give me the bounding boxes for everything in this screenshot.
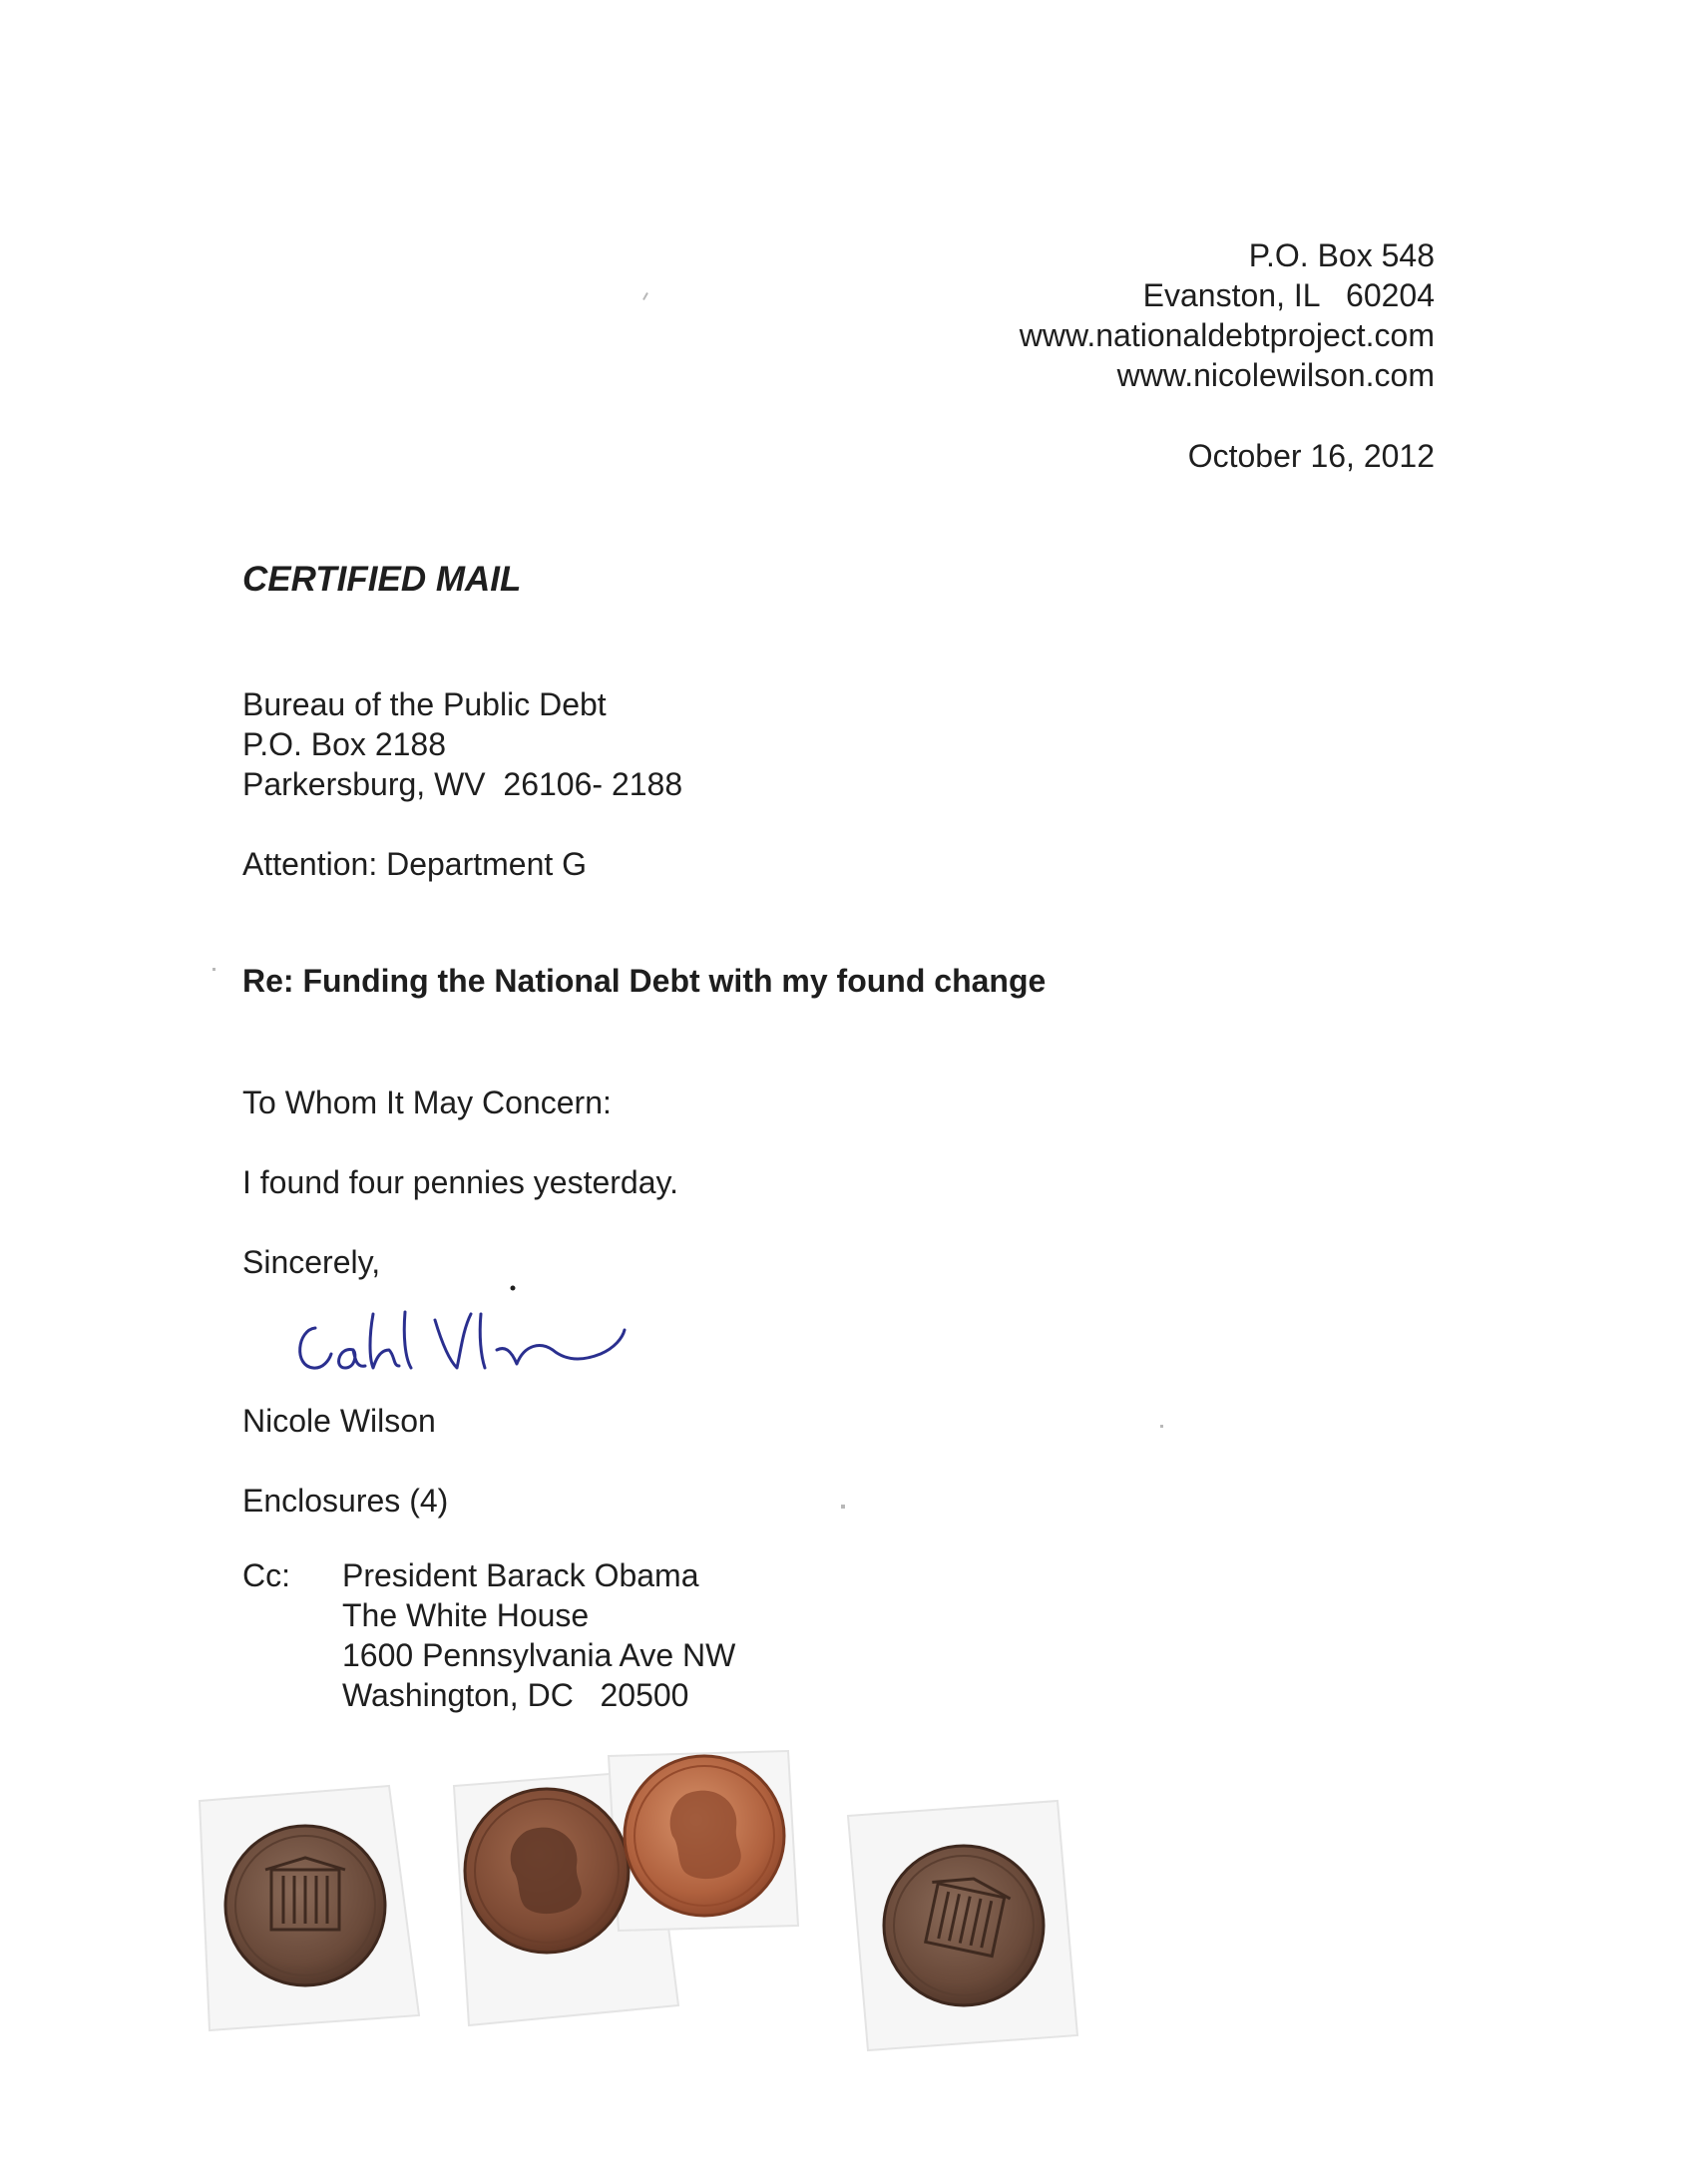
sender-city-state-zip: Evanston, IL 60204 [1142, 277, 1435, 313]
recipient-address [242, 684, 682, 804]
recipient-city-state-zip: Parkersburg, WV 26106- 2188 [242, 766, 683, 802]
tape-piece [454, 1771, 678, 2025]
recipient-po-box: P.O. Box 2188 [242, 726, 446, 762]
sender-website-2: www.nicolewilson.com [1116, 357, 1435, 393]
mail-type-heading: CERTIFIED MAIL [242, 560, 522, 599]
penny-4 [884, 1846, 1044, 2005]
penny-2 [465, 1789, 629, 1953]
scan-speck [1160, 1425, 1163, 1428]
sender-po-box: P.O. Box 548 [1248, 237, 1435, 273]
subject-line: Re: Funding the National Debt with my found change [242, 963, 1047, 999]
penny-1 [225, 1826, 385, 1985]
sender-website-1: www.nationaldebtproject.com [1019, 317, 1435, 353]
handwritten-signature [285, 1280, 664, 1390]
sender-address [1020, 235, 1435, 395]
enclosures-line: Enclosures (4) [242, 1483, 449, 1519]
cc-city-state-zip: Washington, DC 20500 [342, 1677, 689, 1713]
cc-organization: The White House [342, 1597, 590, 1633]
cc-recipient [342, 1555, 735, 1715]
letter-date: October 16, 2012 [1187, 438, 1435, 474]
scan-speck [212, 968, 215, 971]
cc-label: Cc: [242, 1557, 290, 1593]
tape-piece [609, 1751, 798, 1931]
attention-line: Attention: Department G [242, 846, 588, 882]
salutation: To Whom It May Concern: [242, 1085, 612, 1120]
penny-3 [625, 1756, 784, 1916]
recipient-name: Bureau of the Public Debt [242, 686, 607, 722]
body-text: I found four pennies yesterday. [242, 1164, 679, 1200]
tape-piece [848, 1801, 1077, 2050]
scan-speck [841, 1505, 845, 1509]
closing: Sincerely, [242, 1244, 381, 1280]
signer-name: Nicole Wilson [242, 1403, 436, 1439]
tape-piece [200, 1786, 419, 2030]
scan-speck [642, 292, 648, 300]
cc-street: 1600 Pennsylvania Ave NW [342, 1637, 736, 1673]
cc-name: President Barack Obama [342, 1557, 699, 1593]
